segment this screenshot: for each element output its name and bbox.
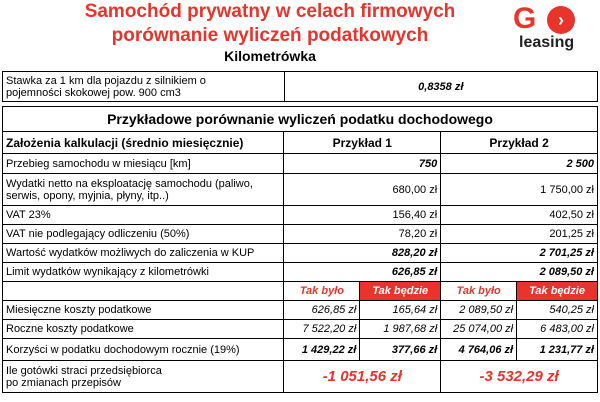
row-label: Przebieg samochodu w miesiącu [km] [3, 154, 284, 174]
value-will-ex2: 540,25 zł [517, 301, 598, 320]
rate-table [2, 71, 598, 102]
table-title-row [3, 107, 598, 132]
table-row [3, 174, 598, 206]
table-row [3, 206, 598, 225]
loss-value-ex2: -3 532,29 zł [441, 361, 598, 393]
row-value-ex2: 2 500 [441, 154, 598, 174]
col-example-2-header: Przykład 2 [441, 132, 598, 154]
logo-go-letter: G [513, 2, 538, 35]
value-will-ex1: 1 987,68 zł [360, 320, 441, 339]
col-assumptions-header: Założenia kalkulacji (średnio miesięcznie) [3, 132, 284, 154]
row-label: Korzyści w podatku dochodowym rocznie (19%) [3, 339, 284, 361]
row-label: Roczne koszty podatkowe [3, 320, 284, 339]
loss-value-ex1: -1 051,56 zł [284, 361, 441, 393]
row-value-ex2: 201,25 zł [441, 225, 598, 244]
table-row [3, 154, 598, 174]
table-row [3, 244, 598, 263]
tag-was-ex1: Tak było [284, 282, 360, 301]
table-title: Przykładowe porównanie wyliczeń podatku dochodowego [3, 107, 598, 132]
row-value-ex1: 680,00 zł [284, 174, 441, 206]
title-line-1: Samochód prywatny w celach firmowych [84, 1, 456, 22]
row-value-ex2: 2 701,25 zł [441, 244, 598, 263]
value-was-ex2: 4 764,06 zł [441, 339, 517, 361]
table-row [3, 320, 598, 339]
comparison-table [2, 106, 598, 393]
page-subtitle: Kilometrówka [224, 48, 316, 64]
value-was-ex2: 2 089,50 zł [441, 301, 517, 320]
row-label: Miesięczne koszty podatkowe [3, 301, 284, 320]
rate-value: 0,8358 zł [284, 72, 597, 102]
loss-label: Ile gotówki straci przedsiębiorca po zmianach przepisów [3, 361, 284, 393]
col-example-1-header: Przykład 1 [284, 132, 441, 154]
value-will-ex2: 6 483,00 zł [517, 320, 598, 339]
row-value-ex2: 2 089,50 zł [441, 263, 598, 282]
value-was-ex1: 1 429,22 zł [284, 339, 360, 361]
value-will-ex1: 165,64 zł [360, 301, 441, 320]
table-row [3, 263, 598, 282]
column-header-row [3, 132, 598, 154]
title-line-2: porównanie wyliczeń podatkowych [111, 25, 429, 46]
table-row [3, 301, 598, 320]
row-value-ex1: 750 [284, 154, 441, 174]
tag-row [3, 282, 598, 301]
table-row [3, 339, 598, 361]
tag-was-ex2: Tak było [441, 282, 517, 301]
row-label: Wartość wydatków możliwych do zaliczenia w KUP [3, 244, 284, 263]
row-value-ex1: 828,20 zł [284, 244, 441, 263]
value-will-ex2: 1 231,77 zł [517, 339, 598, 361]
loss-row [3, 361, 598, 393]
row-value-ex1: 78,20 zł [284, 225, 441, 244]
value-was-ex1: 7 522,20 zł [284, 320, 360, 339]
tag-will-ex1: Tak będzie [360, 282, 441, 301]
row-value-ex1: 156,40 zł [284, 206, 441, 225]
row-value-ex1: 626,85 zł [284, 263, 441, 282]
rate-row [3, 72, 598, 102]
row-label: VAT nie podlegający odliczeniu (50%) [3, 225, 284, 244]
go-leasing-logo [505, 2, 595, 56]
arrow-circle-icon: › [547, 6, 575, 34]
page-title [60, 0, 480, 48]
value-will-ex1: 377,66 zł [360, 339, 441, 361]
value-was-ex2: 25 074,00 zł [441, 320, 517, 339]
row-label: Wydatki netto na eksploatację samochodu (paliwo, serwis, opony, myjnia, płyny, itp..) [3, 174, 284, 206]
row-value-ex2: 402,50 zł [441, 206, 598, 225]
logo-leasing-text: leasing [519, 34, 575, 51]
table-row [3, 225, 598, 244]
row-label: VAT 23% [3, 206, 284, 225]
value-was-ex1: 626,85 zł [284, 301, 360, 320]
empty-cell [3, 282, 284, 301]
rate-label: Stawka za 1 km dla pojazdu z silnikiem o pojemności skokowej pow. 900 cm3 [3, 72, 285, 102]
row-value-ex2: 1 750,00 zł [441, 174, 598, 206]
tag-will-ex2: Tak będzie [517, 282, 598, 301]
row-label: Limit wydatków wynikający z kilometrówki [3, 263, 284, 282]
